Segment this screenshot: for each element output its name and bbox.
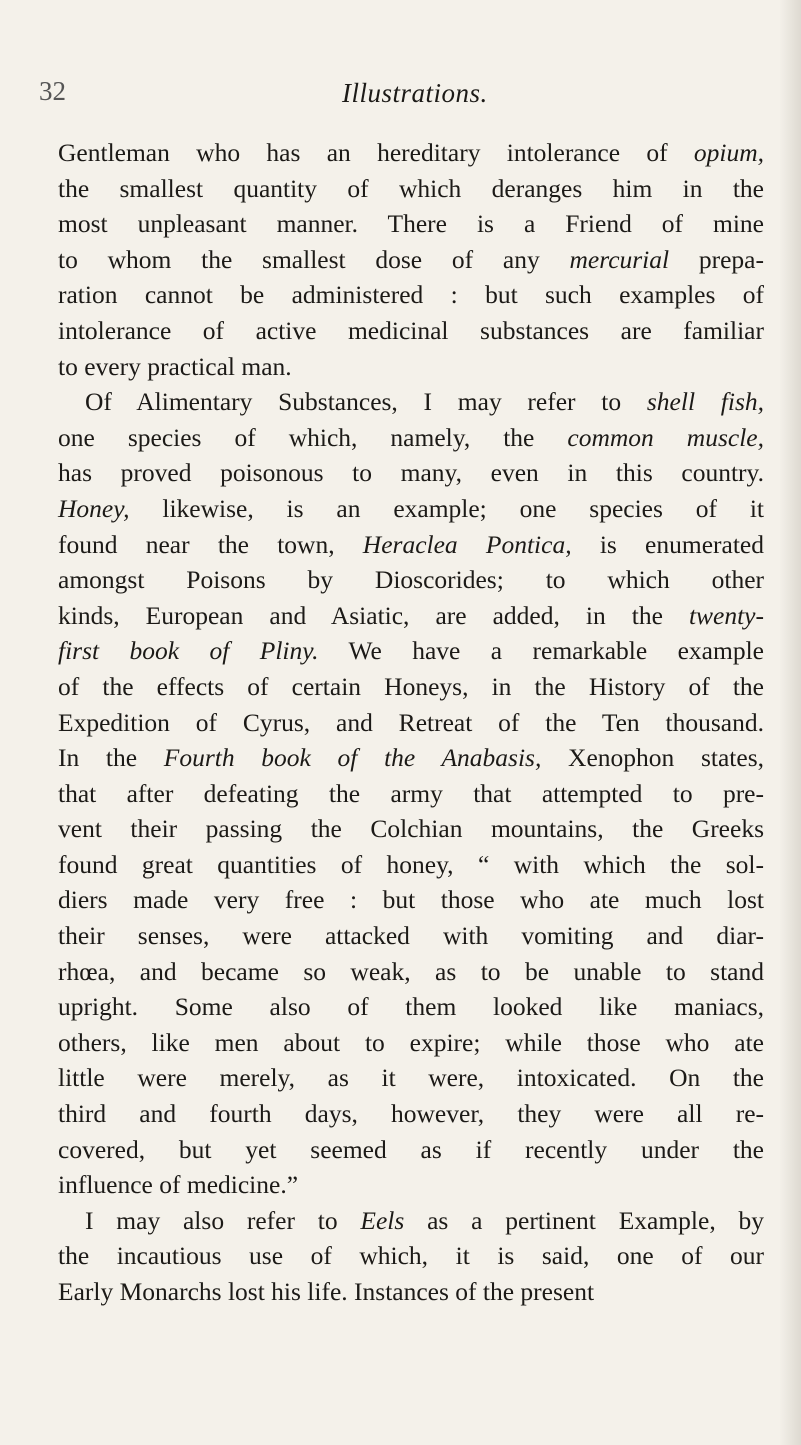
italic-text: Honey,	[58, 493, 130, 523]
page-edge-shadow	[779, 0, 801, 1445]
text-segment: Expedition of Cyrus, and Retreat of the Ten thousand.	[58, 707, 764, 737]
text-segment: little were merely, as it were, intoxicated. On the	[58, 1063, 764, 1093]
text-line	[58, 740, 764, 776]
italic-text: shell fish,	[646, 387, 764, 417]
text-segment: that after defeating the army that attempted to pre-	[58, 778, 764, 808]
text-segment: diers made very free : but those who ate much lost	[58, 885, 764, 915]
text-segment: covered, but yet seemed as if recently under the	[58, 1134, 764, 1164]
text-line	[58, 1060, 764, 1096]
text-line	[58, 242, 764, 278]
text-line	[58, 989, 764, 1025]
text-segment: has proved poisonous to many, even in this country.	[58, 458, 764, 488]
text-line	[58, 776, 764, 812]
text-segment: of the effects of certain Honeys, in the History of the	[58, 671, 764, 701]
text-segment: prepa-	[669, 244, 764, 274]
text-line	[58, 1132, 764, 1168]
text-line	[58, 847, 764, 883]
italic-text: Heraclea Pontica,	[362, 529, 572, 559]
text-segment: amongst Poisons by Dioscorides; to which other	[58, 565, 764, 595]
text-segment: Xenophon states,	[541, 743, 764, 773]
text-line	[58, 882, 764, 918]
italic-text: common muscle,	[567, 422, 764, 452]
italic-text: mercurial	[569, 244, 670, 274]
page-header	[0, 76, 801, 116]
text-segment: Early Monarchs lost his life. Instances of the present	[58, 1277, 595, 1306]
text-line	[58, 349, 764, 385]
text-segment: Gentleman who has an hereditary intolerance of	[58, 138, 694, 167]
text-segment: most unpleasant manner. There is a Friend of mine	[58, 209, 764, 239]
text-line	[58, 669, 764, 705]
text-segment: found great quantities of honey, “ with which the sol-	[58, 849, 764, 879]
text-segment: kinds, European and Asiatic, are added, in the	[58, 600, 689, 630]
text-segment: upright. Some also of them looked like maniacs,	[58, 992, 764, 1022]
text-line	[58, 420, 764, 456]
text-line	[58, 1274, 764, 1310]
text-line	[58, 171, 764, 207]
text-segment: is enumerated	[571, 529, 764, 559]
text-line	[58, 562, 764, 598]
italic-text: Fourth book of the Anabasis,	[163, 743, 542, 773]
body-text	[58, 135, 764, 1310]
text-segment: the smallest quantity of which deranges him in the	[58, 173, 764, 203]
text-segment: found near the town,	[58, 529, 363, 559]
text-line	[58, 206, 764, 242]
text-line	[58, 1025, 764, 1061]
text-segment: others, like men about to expire; while those who ate	[58, 1027, 764, 1057]
text-segment: the incautious use of which, it is said, one of our	[58, 1241, 764, 1271]
italic-text: opium,	[693, 138, 764, 167]
text-line	[58, 277, 764, 313]
text-segment: as a pertinent Example, by	[404, 1205, 764, 1235]
text-segment: intolerance of active medicinal substances are familiar	[58, 315, 764, 345]
text-segment: their senses, were attacked with vomiting and diar-	[58, 921, 764, 951]
text-line	[58, 918, 764, 954]
text-line	[58, 1203, 764, 1239]
page-number: 32	[39, 76, 66, 106]
running-head: Illustrations.	[342, 78, 488, 108]
italic-text: first book of Pliny.	[58, 636, 319, 666]
text-segment: one species of which, namely, the	[58, 422, 568, 452]
text-segment: vent their passing the Colchian mountains, the Greeks	[58, 814, 764, 844]
text-line	[58, 633, 764, 669]
text-line	[58, 1238, 764, 1274]
italic-text: twenty-	[688, 600, 764, 630]
text-segment: Of Alimentary Substances, I may refer to	[85, 387, 647, 417]
text-segment: influence of medicine.”	[58, 1170, 299, 1200]
text-segment: I may also refer to	[85, 1205, 361, 1235]
text-line	[58, 313, 764, 349]
text-line	[58, 135, 764, 171]
text-line	[58, 705, 764, 741]
text-line	[58, 811, 764, 847]
text-line	[58, 598, 764, 634]
text-line	[58, 527, 764, 563]
text-line	[58, 491, 764, 527]
text-segment: likewise, is an example; one species of it	[129, 493, 764, 523]
text-segment: to every practical man.	[58, 351, 292, 381]
text-segment: We have a remarkable example	[318, 636, 764, 666]
text-segment: to whom the smallest dose of any	[58, 244, 570, 274]
text-line	[58, 455, 764, 491]
text-segment: third and fourth days, however, they were all re-	[58, 1099, 764, 1129]
italic-text: Eels	[360, 1205, 405, 1235]
text-segment: In the	[58, 743, 164, 773]
text-line	[58, 954, 764, 990]
text-line	[58, 1167, 764, 1203]
text-line	[58, 384, 764, 420]
text-segment: rhœa, and became so weak, as to be unable to stand	[58, 956, 764, 986]
text-line	[58, 1096, 764, 1132]
text-segment: ration cannot be administered : but such examples of	[58, 280, 764, 310]
